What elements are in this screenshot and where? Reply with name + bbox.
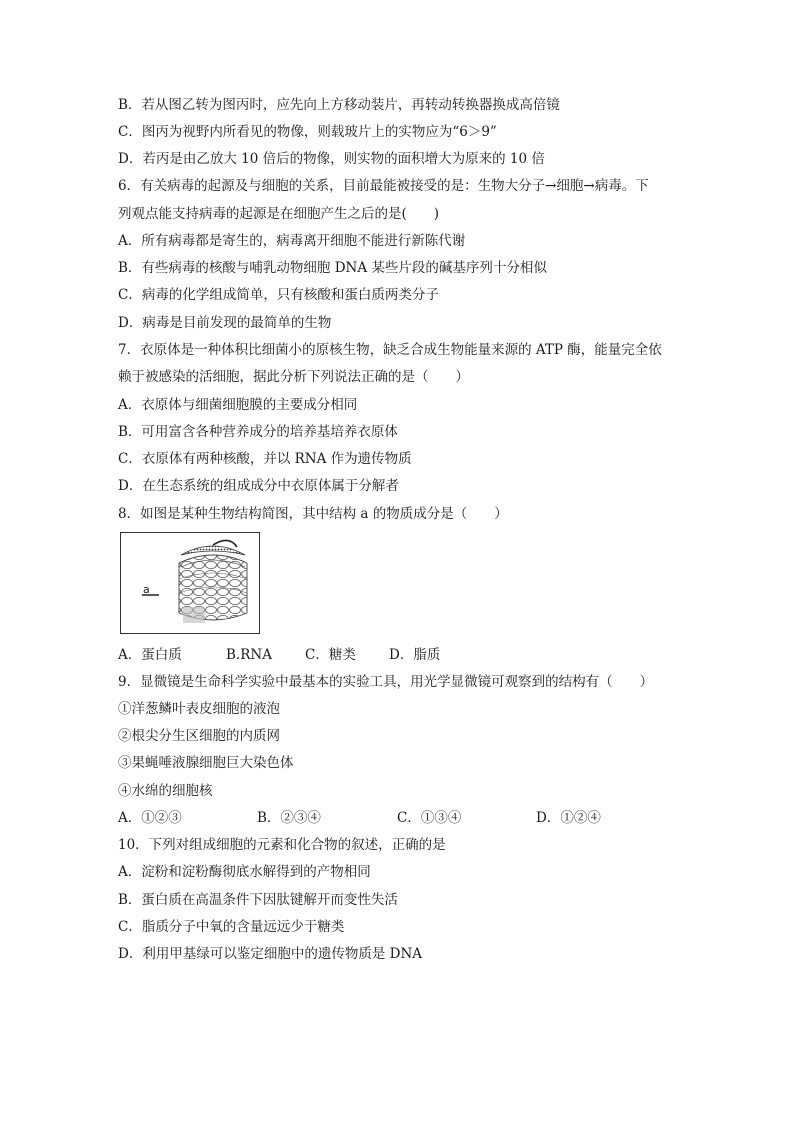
q9-option-a: A．①②③ — [118, 810, 182, 826]
q9-item-1: ①洋葱鳞叶表皮细胞的液泡 — [118, 701, 280, 717]
q7-stem-line2: 赖于被感染的活细胞，据此分析下列说法正确的是（ ） — [118, 369, 469, 385]
q10-option-b: B．蛋白质在高温条件下因肽键解开而变性失活 — [118, 892, 398, 908]
q6-option-a: A．所有病毒都是寄生的，病毒离开细胞不能进行新陈代谢 — [118, 233, 466, 249]
q6-stem-line2: 列观点能支持病毒的起源是在细胞产生之后的是( ) — [118, 206, 440, 222]
q5-option-b: B．若从图乙转为图丙时，应先向上方移动装片，再转动转换器换成高倍镜 — [118, 97, 560, 113]
q8-option-c: C．糖类 — [305, 647, 356, 663]
q9-options — [118, 809, 678, 827]
q9-option-c: C．①③④ — [397, 810, 462, 826]
q9-stem: 9．显微镜是生命科学实验中最基本的实验工具，用光学显微镜可观察到的结构有（ ） — [118, 674, 654, 690]
q8-options — [118, 646, 678, 664]
q10-option-a: A．淀粉和淀粉酶彻底水解得到的产物相同 — [118, 864, 371, 880]
q8-option-d: D．脂质 — [389, 647, 441, 663]
q7-option-c: C．衣原体有两种核酸，并以 RNA 作为遗传物质 — [118, 451, 412, 467]
q7-stem-line1: 7．衣原体是一种体积比细菌小的原核生物，缺乏合成生物能量来源的 ATP 酶，能量完全依 — [118, 342, 662, 358]
q7-option-d: D．在生态系统的组成成分中衣原体属于分解者 — [118, 478, 399, 494]
q10-stem: 10．下列对组成细胞的元素和化合物的叙述，正确的是 — [118, 837, 446, 853]
q6-stem-line1: 6．有关病毒的起源及与细胞的关系，目前最能被接受的是：生物大分子→细胞→病毒。下 — [118, 178, 649, 194]
virus-structure-figure — [120, 532, 260, 634]
q9-item-4: ④水绵的细胞核 — [118, 783, 213, 799]
q9-item-2: ②根尖分生区细胞的内质网 — [118, 728, 280, 744]
virus-drawing — [121, 533, 259, 633]
q6-option-b: B．有些病毒的核酸与哺乳动物细胞 DNA 某些片段的碱基序列十分相似 — [118, 260, 547, 276]
q7-option-a: A．衣原体与细菌细胞膜的主要成分相同 — [118, 397, 358, 413]
q9-item-3: ③果蝇唾液腺细胞巨大染色体 — [118, 755, 294, 771]
q6-option-c: C．病毒的化学组成简单，只有核酸和蛋白质两类分子 — [118, 287, 439, 303]
q10-option-c: C．脂质分子中氧的含量远远少于糖类 — [118, 919, 345, 935]
q8-stem: 8．如图是某种生物结构简图，其中结构 a 的物质成分是（ ） — [118, 506, 508, 522]
q5-option-d: D．若丙是由乙放大 10 倍后的物像，则实物的面积增大为原来的 10 倍 — [118, 151, 545, 167]
q7-option-b: B．可用富含各种营养成分的培养基培养衣原体 — [118, 424, 398, 440]
q10-option-d: D．利用甲基绿可以鉴定细胞中的遗传物质是 DNA — [118, 946, 422, 962]
q8-option-b: B.RNA — [226, 647, 272, 663]
q9-option-b: B．②③④ — [257, 810, 321, 826]
q6-option-d: D．病毒是目前发现的最简单的生物 — [118, 315, 332, 331]
figure-label-a: a — [143, 583, 150, 596]
q5-option-c: C．图丙为视野内所看见的物像，则载玻片上的实物应为“6＞9” — [118, 124, 497, 140]
q9-option-d: D．①②④ — [536, 810, 601, 826]
q8-option-a: A．蛋白质 — [118, 647, 182, 663]
